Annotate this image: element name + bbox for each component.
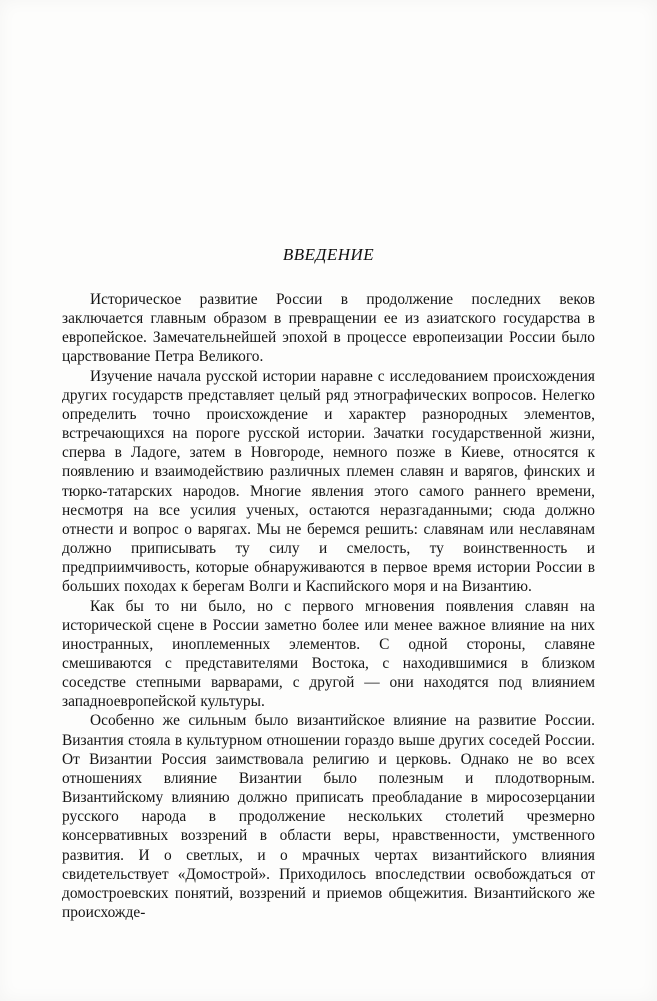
intro-paragraph-1: Историческое развитие России в продолжение последних веков заключается главным образом в превращении ее из азиатского государства в европейское. Замечательнейшей эпохой в процессе европеизации России было царствование Петра Великого. (62, 291, 595, 366)
chapter-title: ВВЕДЕНИЕ (282, 245, 375, 264)
text-block (62, 245, 595, 922)
intro-paragraph-4: Особенно же сильным было византийское влияние на развитие России. Византия стояла в культурном отношении гораздо выше других соседей России. От Византии Россия заимствовала религию и церковь. Однако не во всех отношениях влияние Византии было полезным и плодотворным. Византийскому влиянию должно приписать преобладание в миросозерцании русского народа в продолжение нескольких столетий чрезмерно консервативных воззрений в области веры, нравственности, умственного развития. И о светлых, и о мрачных чертах византийского влияния свидетельствует «Домострой». Приходилось впоследствии освобождаться от домостроевских понятий, воззрений и приемов общежития. Византийского же происхожде- (62, 712, 595, 921)
intro-paragraph-3: Как бы то ни было, но с первого мгновения появления славян на исторической сцене в России заметно более или менее важное влияние на них иностранных, иноплеменных элементов. С одной стороны, славяне смешиваются с представителями Востока, с находившимися в близком соседстве степными варварами, с другой — они находятся под влиянием западноевропейской культуры. (62, 597, 595, 711)
intro-paragraph-2: Изучение начала русской истории наравне с исследованием происхождения других государств представляет целый ряд этнографических вопросов. Нелегко определить точно происхождение и характер разнородных элементов, встречающихся на пороге русской истории. Зачатки государственной жизни, сперва в Ладоге, затем в Новгороде, немного позже в Киеве, относятся к появлению и взаимодействию различных племен славян и варягов, финских и тюрко-татарских народов. Многие явления этого самого раннего времени, несмотря на все усилия ученых, остаются неразгаданными; сюда должно отнести и вопрос о варягах. Мы не беремся решить: славянам или неславянам должно приписывать ту силу и смелость, ту воинственность и предприимчивость, которые обнаруживаются в первое время истории России в больших походах к берегам Волги и Каспийского моря и на Византию. (62, 367, 595, 596)
